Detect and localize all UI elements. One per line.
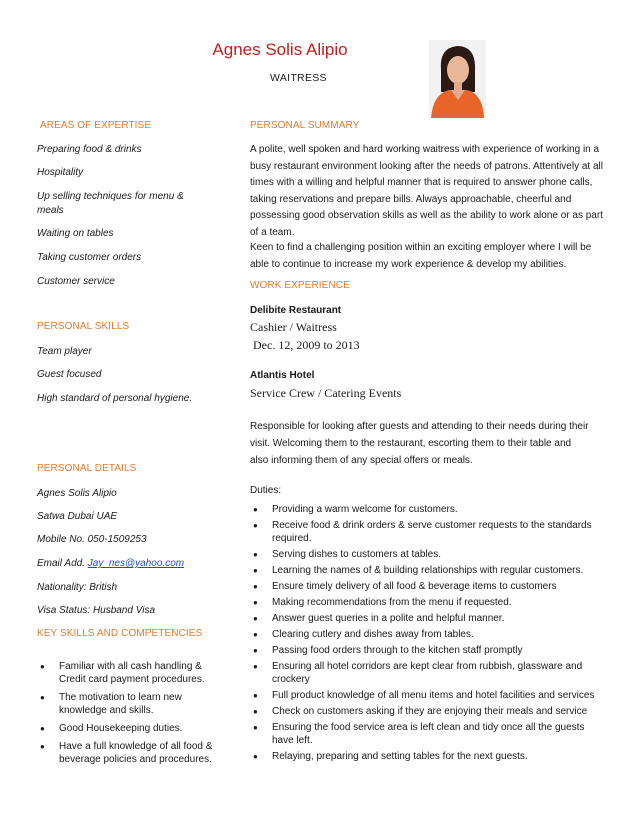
skill-item: Team player <box>37 346 92 357</box>
expertise-item: Preparing food & drinks <box>37 144 142 155</box>
duty-item: ● Learning the names of & building relationships with regular customers. <box>250 564 605 577</box>
duty-item: ● Serving dishes to customers at tables. <box>250 548 605 561</box>
personal-details-heading: PERSONAL DETAILS <box>37 463 137 474</box>
job1-company: Delibite Restaurant <box>250 305 342 316</box>
job-title: WAITRESS <box>270 72 327 84</box>
profile-photo <box>429 40 486 118</box>
work-experience-heading: WORK EXPERIENCE <box>250 280 350 291</box>
key-skill-item: ● The motivation to learn new knowledge and skills. <box>37 691 217 717</box>
expertise-item: Customer service <box>37 276 115 287</box>
duty-item: ● Making recommendations from the menu if requested. <box>250 596 605 609</box>
key-skill-item: ● Have a full knowledge of all food & beverage policies and procedures. <box>37 740 217 766</box>
duty-item: ● Check on customers asking if they are enjoying their meals and service <box>250 705 605 718</box>
responsibility-paragraph: Responsible for looking after guests and attending to their needs during their visit. Welcoming them to the restaurant, escorting them to their table and also informing them of any special offers or meals. <box>250 421 589 466</box>
duty-item: ● Ensure timely delivery of all food & beverage items to customers <box>250 580 605 593</box>
expertise-item: Up selling techniques for menu & meals <box>37 191 184 216</box>
key-skills-heading: KEY SKILLS AND COMPETENCIES <box>37 628 203 639</box>
duty-item: ● Ensuring all hotel corridors are kept clear from rubbish, glassware and crockery <box>250 660 605 686</box>
duty-item: ● Ensuring the food service area is left clean and tidy once all the guests have left. <box>250 721 605 747</box>
detail-nationality: Nationality: British <box>37 582 118 593</box>
duty-item: ● Receive food & drink orders & serve customer requests to the standards required. <box>250 519 605 545</box>
resume-name: Agnes Solis Alipio <box>212 40 348 59</box>
skill-item: Guest focused <box>37 369 102 380</box>
job2-company: Atlantis Hotel <box>250 370 315 381</box>
duties-heading: Duties: <box>250 485 282 496</box>
duties-list <box>250 503 605 763</box>
expertise-item: Hospitality <box>37 167 84 178</box>
duty-item: ● Full product knowledge of all menu items and hotel facilities and services <box>250 689 605 702</box>
duty-item: ● Answer guest queries in a polite and helpful manner. <box>250 612 605 625</box>
summary-goal: Keen to find a challenging position within an exciting employer where I will be able to continue to increase my work experience & develop my abilities. <box>250 242 592 270</box>
personal-summary-heading: PERSONAL SUMMARY <box>250 120 360 131</box>
key-skill-item: ● Familiar with all cash handling & Credit card payment procedures. <box>37 660 217 686</box>
skill-item: High standard of personal hygiene. <box>37 393 193 404</box>
duty-item: ● Providing a warm welcome for customers. <box>250 503 605 516</box>
job1-role: Cashier / Waitress <box>250 320 337 334</box>
email-link[interactable]: Jay_nes@yahoo.com <box>87 558 185 569</box>
expertise-item: Waiting on tables <box>37 228 114 239</box>
detail-visa: Visa Status: Husband Visa <box>37 605 156 616</box>
duty-item: ● Relaying, preparing and setting tables for the next guests. <box>250 750 605 763</box>
detail-name: Agnes Solis Alipio <box>37 488 117 499</box>
email-label: Email Add. <box>37 558 85 569</box>
detail-email-row <box>37 558 184 569</box>
detail-location: Satwa Dubai UAE <box>37 511 118 522</box>
duty-item: ● Passing food orders through to the kitchen staff promptly <box>250 644 605 657</box>
personal-skills-heading: PERSONAL SKILLS <box>37 321 130 332</box>
key-skill-item: ● Good Housekeeping duties. <box>37 722 217 735</box>
duty-item: ● Clearing cutlery and dishes away from tables. <box>250 628 605 641</box>
job1-dates: Dec. 12, 2009 to 2013 <box>253 338 360 352</box>
job2-role: Service Crew / Catering Events <box>250 386 402 400</box>
expertise-item: Taking customer orders <box>37 252 142 263</box>
detail-mobile: Mobile No. 050-1509253 <box>37 534 147 545</box>
key-skills-list <box>37 660 217 766</box>
areas-of-expertise-heading: AREAS OF EXPERTISE <box>40 120 152 131</box>
summary-paragraph: A polite, well spoken and hard working waitress with experience of working in a busy restaurant environment looking after the needs of patrons. Attentively at all times with a willing and helpful manner that is required to answer phone calls, taking reservations and prepare bills. Always approachable, cheerful and possessing good observation skills as well as the ability to work alone or as part of a team. <box>250 144 603 238</box>
